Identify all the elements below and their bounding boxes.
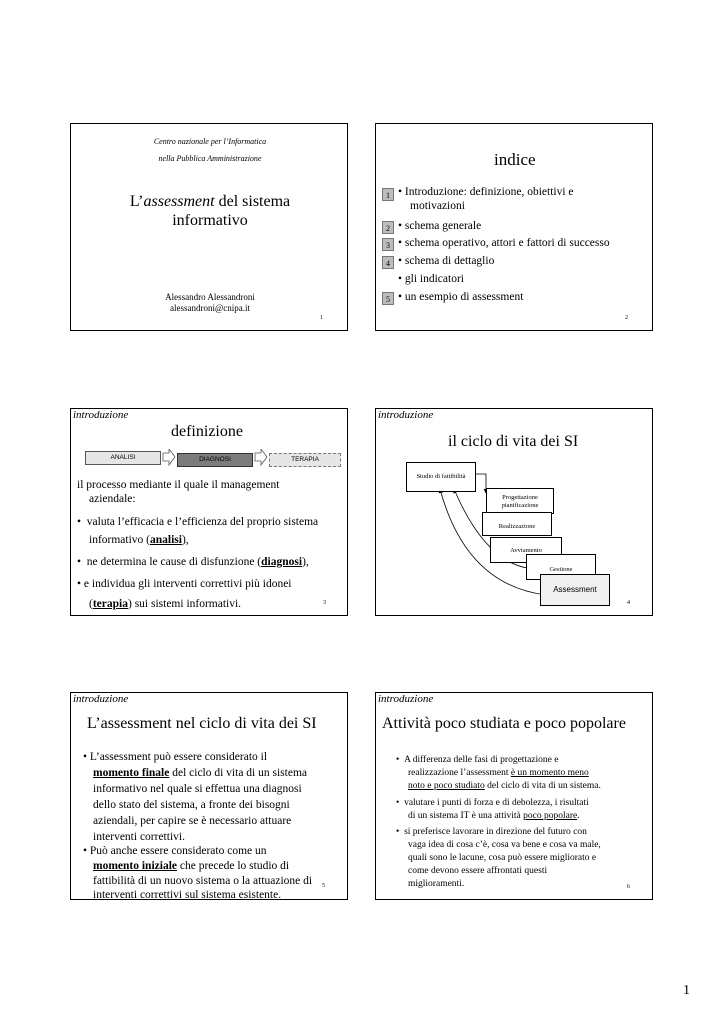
bullet-diagnosi: • ne determina le cause di disfunzione (diagnosi), — [77, 556, 309, 568]
phase-studio-fattibilita: Studio di fattibilità — [406, 462, 476, 492]
slide-number: 6 — [627, 884, 630, 890]
slide-title-line-2: informativo — [172, 212, 248, 229]
bullet-terapia: • e individua gli interventi correttivi più idonei — [77, 578, 292, 590]
bullet-2-line: di un sistema IT è una attività poco popolare. — [408, 811, 580, 821]
phase-avviamento: Avviamento — [490, 537, 562, 563]
org-line-1: Centro nazionale per l’Informatica — [153, 137, 267, 146]
slide-4 — [375, 408, 653, 616]
slide-number: 4 — [627, 600, 630, 606]
index-number: 5 — [382, 292, 394, 305]
phase-gestione: Gestione — [526, 554, 596, 580]
index-item[interactable]: • Introduzione: definizione, obiettivi e — [398, 186, 574, 198]
bullet-1-line: realizzazione l’assessment è un momento meno — [408, 768, 589, 778]
paragraph-1-line: informativo nel quale si effettua una diagnosi — [93, 783, 302, 795]
paragraph-1-line: momento finale del ciclo di vita di un sistema — [93, 767, 307, 779]
phase-assessment: Assessment — [540, 574, 610, 606]
index-item[interactable]: • schema generale — [398, 220, 482, 232]
bullet-1-line: noto e poco studiato del ciclo di vita di un sistema. — [408, 781, 601, 791]
slide-title: definizione — [171, 423, 243, 440]
index-item[interactable]: • schema di dettaglio — [398, 255, 495, 267]
arrow-right-icon — [162, 449, 176, 467]
section-label: introduzione — [378, 409, 434, 421]
paragraph-1-line: interventi correttivi. — [93, 831, 185, 843]
slide-6 — [375, 692, 653, 900]
slide-title: il ciclo di vita dei SI — [448, 433, 579, 450]
step-terapia: TERAPIA — [269, 453, 341, 467]
paragraph-1-line: aziendali, per capire se è necessario attuare — [93, 815, 292, 827]
paragraph-1-line: dello stato del sistema, a fronte dei bisogni — [93, 799, 290, 811]
index-number: 2 — [382, 221, 394, 234]
slide-title: L’assessment nel ciclo di vita dei SI — [87, 715, 317, 732]
process-steps — [85, 451, 339, 467]
slide-title: L’assessment del sistema — [129, 193, 291, 210]
paragraph-2-line: momento iniziale che precede lo studio di — [93, 860, 290, 872]
bullet-3-line: vaga idea di cosa c’è, cosa va bene e cosa va male, — [408, 840, 601, 850]
arrow-right-icon — [254, 449, 268, 467]
phase-realizzazione: Realizzazione — [482, 512, 552, 536]
index-number: 4 — [382, 256, 394, 269]
org-line-2: nella Pubblica Amministrazione — [158, 154, 262, 163]
slide-5 — [70, 692, 348, 900]
bullet-3-line: come devono essere affrontati questi — [408, 866, 548, 876]
bullet-3-line: miglioramenti. — [408, 879, 465, 889]
bullet-analisi: • valuta l’efficacia e l’efficienza del proprio sistema — [77, 516, 319, 528]
step-analisi: ANALISI — [85, 451, 161, 465]
paragraph-2: • Può anche essere considerato come un — [83, 845, 267, 857]
slide-1 — [70, 123, 348, 331]
definition-text-continued: aziendale: — [89, 493, 136, 505]
section-label: introduzione — [73, 409, 129, 421]
slide-number: 2 — [625, 315, 628, 321]
slide-number: 1 — [320, 315, 323, 321]
slide-title: Attività poco studiata e poco popolare — [382, 715, 626, 732]
phase-progettazione: Progettazione pianificazione — [486, 488, 554, 514]
section-label: introduzione — [73, 693, 129, 705]
bullet-3: • si preferisce lavorare in direzione del futuro con — [396, 827, 587, 837]
index-item[interactable]: • gli indicatori — [398, 273, 464, 285]
definition-text: il processo mediante il quale il management — [77, 479, 280, 491]
index-number: 3 — [382, 238, 394, 251]
slide-3 — [70, 408, 348, 616]
bullet-terapia-continued: (terapia) sui sistemi informativi. — [89, 598, 242, 610]
author: Alessandro Alessandroni — [165, 292, 255, 302]
paragraph-2-line: interventi correttivi sul sistema esistente. — [93, 889, 282, 900]
slide-number: 5 — [322, 883, 325, 889]
index-number: 1 — [382, 188, 394, 201]
bullet-3-line: quali sono le lacune, cosa può essere migliorato e — [408, 853, 597, 863]
index-item-continued: motivazioni — [410, 200, 465, 212]
index-item[interactable]: • schema operativo, attori e fattori di successo — [398, 237, 610, 249]
step-diagnosi: DIAGNOSI — [177, 453, 253, 467]
index-item[interactable]: • un esempio di assessment — [398, 291, 524, 303]
email: alessandroni@cnipa.it — [169, 303, 250, 313]
bullet-analisi-continued: informativo (analisi), — [89, 534, 189, 546]
section-label: introduzione — [378, 693, 434, 705]
page-number: 1 — [683, 983, 690, 998]
slide-2 — [375, 123, 653, 331]
paragraph-1: • L’assessment può essere considerato il — [83, 751, 268, 763]
bullet-2: • valutare i punti di forza e di debolezza, i risultati — [396, 798, 589, 808]
bullet-1: • A differenza delle fasi di progettazione e — [396, 755, 559, 765]
paragraph-2-line: fattibilità di un nuovo sistema o la attuazione di — [93, 875, 313, 887]
slide-title: indice — [494, 150, 536, 169]
slide-number: 3 — [323, 600, 326, 606]
